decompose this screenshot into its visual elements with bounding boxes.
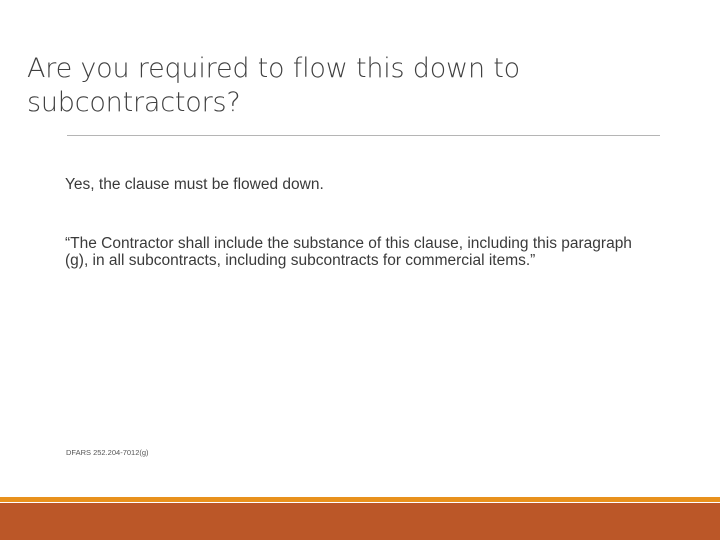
answer-text: Yes, the clause must be flowed down.: [65, 176, 324, 193]
citation-footnote: DFARS 252.204-7012(g): [66, 448, 149, 457]
slide-title: Are you required to flow this down to subcontractors?: [27, 53, 520, 118]
footer-accent-stripe: [0, 497, 720, 502]
title-divider: [67, 135, 660, 136]
footer-accent-band: [0, 503, 720, 540]
clause-quote: “The Contractor shall include the substance of this clause, including this paragraph (g), in all subcontracts, including subcontracts for commercial items.”: [65, 235, 632, 269]
